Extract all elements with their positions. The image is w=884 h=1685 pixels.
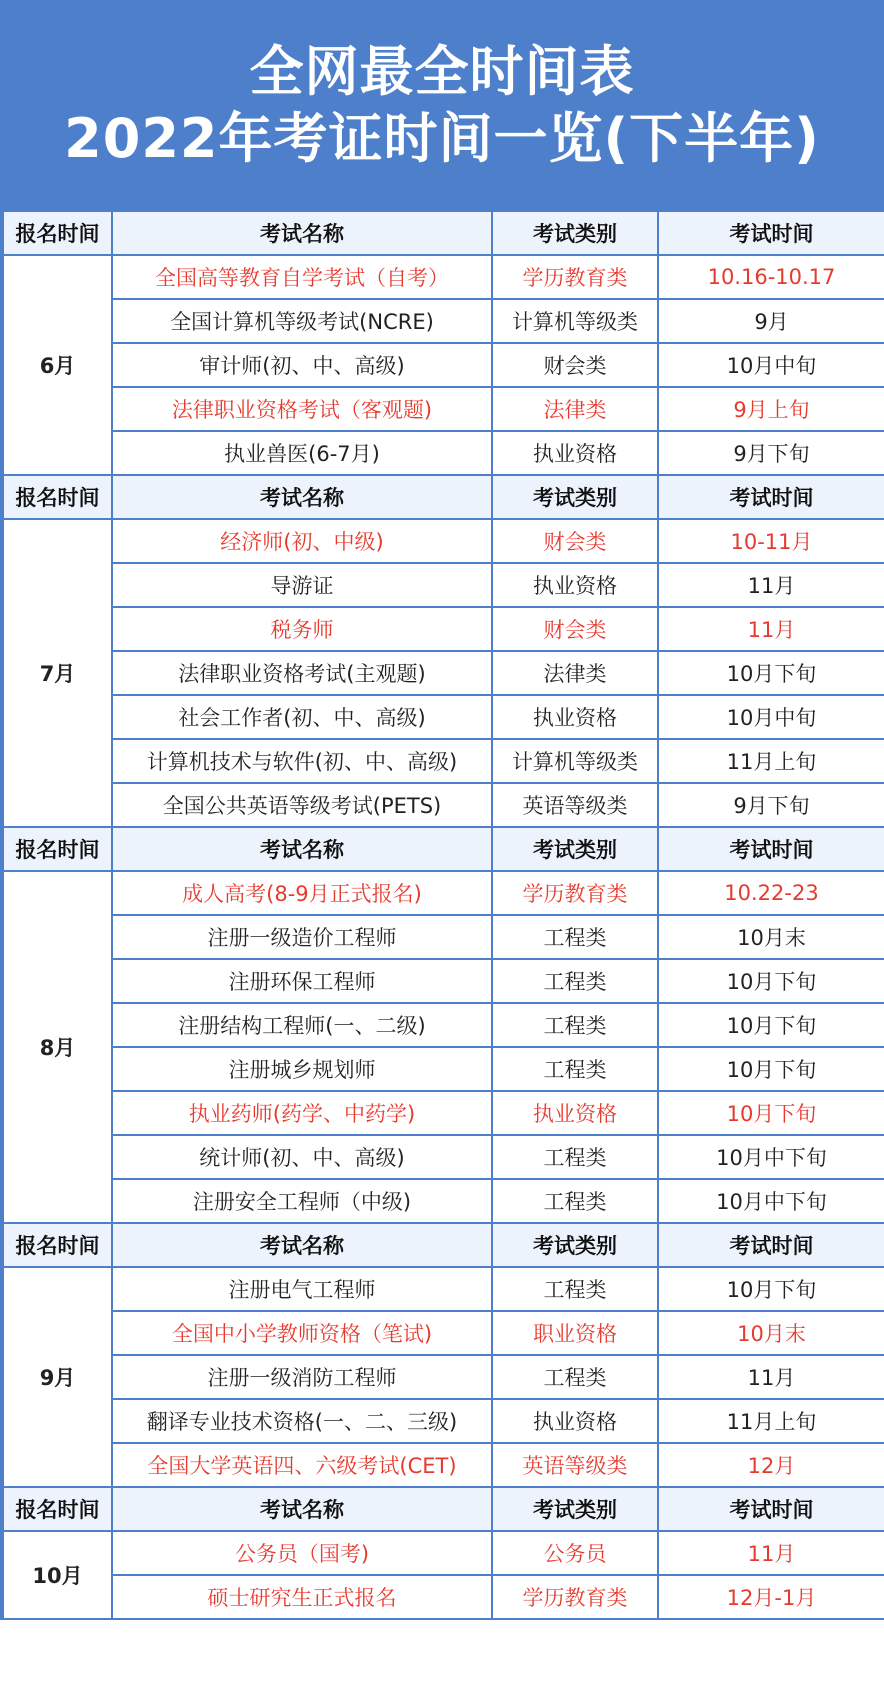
exam-category-cell: 工程类 bbox=[492, 1135, 658, 1179]
table-row bbox=[2, 1003, 884, 1047]
table-row bbox=[2, 739, 884, 783]
exam-name-cell: 法律职业资格考试(主观题) bbox=[112, 651, 492, 695]
exam-name-cell: 注册一级造价工程师 bbox=[112, 915, 492, 959]
exam-name-cell: 执业兽医(6-7月) bbox=[112, 431, 492, 475]
table-row bbox=[2, 255, 884, 299]
exam-category-cell: 执业资格 bbox=[492, 563, 658, 607]
registration-month: 8月 bbox=[2, 871, 112, 1223]
column-header-row bbox=[2, 1487, 884, 1531]
exam-name-cell: 统计师(初、中、高级) bbox=[112, 1135, 492, 1179]
exam-category-cell: 学历教育类 bbox=[492, 871, 658, 915]
header-exam-time: 考试时间 bbox=[658, 827, 884, 871]
exam-name-cell: 全国高等教育自学考试（自考） bbox=[112, 255, 492, 299]
exam-time-cell: 10月中旬 bbox=[658, 343, 884, 387]
exam-category-cell: 公务员 bbox=[492, 1531, 658, 1575]
exam-time-cell: 11月 bbox=[658, 607, 884, 651]
table-row bbox=[2, 915, 884, 959]
exam-time-cell: 12月-1月 bbox=[658, 1575, 884, 1619]
exam-name-cell: 注册结构工程师(一、二级) bbox=[112, 1003, 492, 1047]
exam-name-cell: 全国中小学教师资格（笔试) bbox=[112, 1311, 492, 1355]
table-row bbox=[2, 1311, 884, 1355]
exam-time-cell: 10月中下旬 bbox=[658, 1135, 884, 1179]
exam-category-cell: 财会类 bbox=[492, 343, 658, 387]
exam-name-cell: 注册安全工程师（中级) bbox=[112, 1179, 492, 1223]
table-row bbox=[2, 695, 884, 739]
exam-time-cell: 11月上旬 bbox=[658, 1399, 884, 1443]
header-category: 考试类别 bbox=[492, 1223, 658, 1267]
table-row bbox=[2, 1047, 884, 1091]
exam-category-cell: 工程类 bbox=[492, 1355, 658, 1399]
table-row bbox=[2, 343, 884, 387]
page-subtitle: 2022年考证时间一览(下半年) bbox=[64, 107, 820, 170]
exam-time-cell: 10月下旬 bbox=[658, 651, 884, 695]
table-row bbox=[2, 563, 884, 607]
table-row bbox=[2, 871, 884, 915]
exam-time-cell: 10月中旬 bbox=[658, 695, 884, 739]
exam-category-cell: 工程类 bbox=[492, 1179, 658, 1223]
header-exam-name: 考试名称 bbox=[112, 1223, 492, 1267]
exam-category-cell: 执业资格 bbox=[492, 431, 658, 475]
exam-category-cell: 法律类 bbox=[492, 651, 658, 695]
exam-name-cell: 执业药师(药学、中药学) bbox=[112, 1091, 492, 1135]
exam-time-cell: 10.16-10.17 bbox=[658, 255, 884, 299]
header-exam-name: 考试名称 bbox=[112, 475, 492, 519]
exam-schedule-table bbox=[0, 210, 884, 1620]
table-row bbox=[2, 1179, 884, 1223]
exam-time-cell: 12月 bbox=[658, 1443, 884, 1487]
exam-time-cell: 10月下旬 bbox=[658, 1047, 884, 1091]
exam-name-cell: 法律职业资格考试（客观题) bbox=[112, 387, 492, 431]
exam-category-cell: 英语等级类 bbox=[492, 1443, 658, 1487]
exam-name-cell: 硕士研究生正式报名 bbox=[112, 1575, 492, 1619]
header-exam-time: 考试时间 bbox=[658, 1487, 884, 1531]
exam-category-cell: 财会类 bbox=[492, 607, 658, 651]
header-reg-time: 报名时间 bbox=[2, 1487, 112, 1531]
exam-name-cell: 公务员（国考) bbox=[112, 1531, 492, 1575]
table-row bbox=[2, 1399, 884, 1443]
table-row bbox=[2, 1355, 884, 1399]
exam-time-cell: 9月上旬 bbox=[658, 387, 884, 431]
header-reg-time: 报名时间 bbox=[2, 1223, 112, 1267]
exam-time-cell: 10月下旬 bbox=[658, 1091, 884, 1135]
table-row bbox=[2, 651, 884, 695]
registration-month: 6月 bbox=[2, 255, 112, 475]
exam-name-cell: 翻译专业技术资格(一、二、三级) bbox=[112, 1399, 492, 1443]
exam-time-cell: 9月下旬 bbox=[658, 783, 884, 827]
header-reg-time: 报名时间 bbox=[2, 475, 112, 519]
header-category: 考试类别 bbox=[492, 475, 658, 519]
exam-category-cell: 执业资格 bbox=[492, 1399, 658, 1443]
exam-category-cell: 工程类 bbox=[492, 1047, 658, 1091]
table-row bbox=[2, 1135, 884, 1179]
table-row bbox=[2, 1267, 884, 1311]
header-exam-name: 考试名称 bbox=[112, 827, 492, 871]
table-row bbox=[2, 1091, 884, 1135]
exam-name-cell: 经济师(初、中级) bbox=[112, 519, 492, 563]
exam-category-cell: 工程类 bbox=[492, 1003, 658, 1047]
exam-name-cell: 导游证 bbox=[112, 563, 492, 607]
column-header-row bbox=[2, 475, 884, 519]
exam-name-cell: 全国计算机等级考试(NCRE) bbox=[112, 299, 492, 343]
exam-category-cell: 法律类 bbox=[492, 387, 658, 431]
exam-category-cell: 执业资格 bbox=[492, 1091, 658, 1135]
exam-name-cell: 成人高考(8-9月正式报名) bbox=[112, 871, 492, 915]
exam-name-cell: 计算机技术与软件(初、中、高级) bbox=[112, 739, 492, 783]
registration-month: 7月 bbox=[2, 519, 112, 827]
table-row bbox=[2, 1575, 884, 1619]
header-category: 考试类别 bbox=[492, 827, 658, 871]
header-exam-time: 考试时间 bbox=[658, 211, 884, 255]
table-row bbox=[2, 1531, 884, 1575]
table-row bbox=[2, 387, 884, 431]
exam-time-cell: 10月下旬 bbox=[658, 959, 884, 1003]
header-category: 考试类别 bbox=[492, 211, 658, 255]
table-row bbox=[2, 299, 884, 343]
exam-time-cell: 9月 bbox=[658, 299, 884, 343]
table-row bbox=[2, 607, 884, 651]
column-header-row bbox=[2, 827, 884, 871]
exam-category-cell: 工程类 bbox=[492, 1267, 658, 1311]
exam-category-cell: 工程类 bbox=[492, 959, 658, 1003]
table-row bbox=[2, 959, 884, 1003]
exam-category-cell: 执业资格 bbox=[492, 695, 658, 739]
exam-time-cell: 10.22-23 bbox=[658, 871, 884, 915]
exam-time-cell: 9月下旬 bbox=[658, 431, 884, 475]
exam-name-cell: 全国公共英语等级考试(PETS) bbox=[112, 783, 492, 827]
exam-category-cell: 工程类 bbox=[492, 915, 658, 959]
exam-category-cell: 计算机等级类 bbox=[492, 299, 658, 343]
exam-name-cell: 社会工作者(初、中、高级) bbox=[112, 695, 492, 739]
exam-category-cell: 学历教育类 bbox=[492, 1575, 658, 1619]
header-category: 考试类别 bbox=[492, 1487, 658, 1531]
table-row bbox=[2, 431, 884, 475]
header-exam-time: 考试时间 bbox=[658, 1223, 884, 1267]
header-reg-time: 报名时间 bbox=[2, 211, 112, 255]
exam-time-cell: 10月下旬 bbox=[658, 1003, 884, 1047]
exam-category-cell: 英语等级类 bbox=[492, 783, 658, 827]
registration-month: 9月 bbox=[2, 1267, 112, 1487]
exam-category-cell: 职业资格 bbox=[492, 1311, 658, 1355]
exam-time-cell: 11月 bbox=[658, 563, 884, 607]
exam-name-cell: 注册环保工程师 bbox=[112, 959, 492, 1003]
header-exam-time: 考试时间 bbox=[658, 475, 884, 519]
header-exam-name: 考试名称 bbox=[112, 1487, 492, 1531]
column-header-row bbox=[2, 1223, 884, 1267]
table-row bbox=[2, 519, 884, 563]
exam-name-cell: 注册一级消防工程师 bbox=[112, 1355, 492, 1399]
exam-time-cell: 10月末 bbox=[658, 915, 884, 959]
header-reg-time: 报名时间 bbox=[2, 827, 112, 871]
exam-name-cell: 税务师 bbox=[112, 607, 492, 651]
registration-month: 10月 bbox=[2, 1531, 112, 1619]
exam-time-cell: 11月 bbox=[658, 1355, 884, 1399]
exam-name-cell: 全国大学英语四、六级考试(CET) bbox=[112, 1443, 492, 1487]
column-header-row bbox=[2, 211, 884, 255]
page-header bbox=[0, 0, 884, 210]
table-body bbox=[2, 211, 884, 1619]
exam-category-cell: 计算机等级类 bbox=[492, 739, 658, 783]
exam-time-cell: 11月 bbox=[658, 1531, 884, 1575]
exam-name-cell: 注册城乡规划师 bbox=[112, 1047, 492, 1091]
table-row bbox=[2, 783, 884, 827]
exam-time-cell: 10-11月 bbox=[658, 519, 884, 563]
table-row bbox=[2, 1443, 884, 1487]
exam-name-cell: 注册电气工程师 bbox=[112, 1267, 492, 1311]
exam-time-cell: 11月上旬 bbox=[658, 739, 884, 783]
exam-category-cell: 财会类 bbox=[492, 519, 658, 563]
header-exam-name: 考试名称 bbox=[112, 211, 492, 255]
exam-time-cell: 10月下旬 bbox=[658, 1267, 884, 1311]
exam-name-cell: 审计师(初、中、高级) bbox=[112, 343, 492, 387]
exam-time-cell: 10月末 bbox=[658, 1311, 884, 1355]
exam-category-cell: 学历教育类 bbox=[492, 255, 658, 299]
page-title: 全网最全时间表 bbox=[249, 39, 635, 103]
exam-time-cell: 10月中下旬 bbox=[658, 1179, 884, 1223]
